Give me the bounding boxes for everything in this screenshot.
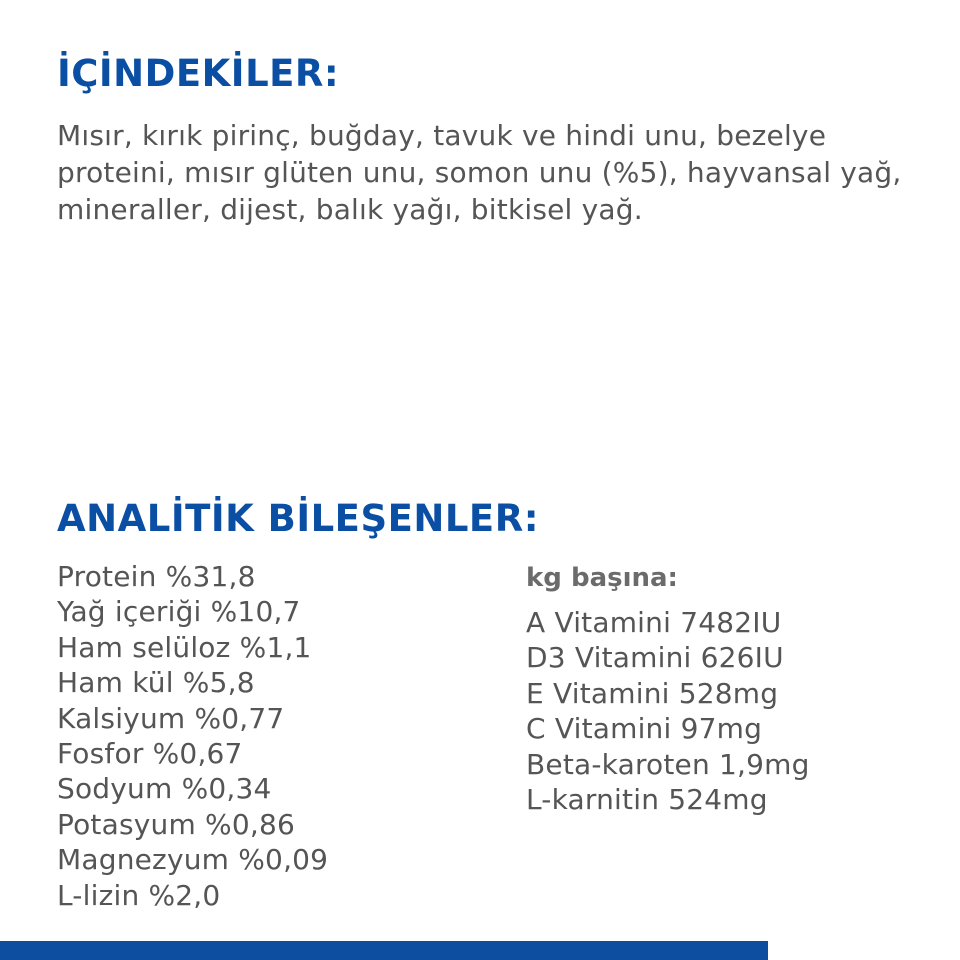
vitamin-item: D3 Vitamini 626IU — [526, 641, 784, 675]
analytic-item: Potasyum %0,86 — [57, 807, 295, 841]
analytic-item: Protein %31,8 — [57, 560, 256, 593]
vitamin-item: C Vitamini 97mg — [526, 712, 763, 746]
analytic-item: Yağ içeriği %10,7 — [57, 595, 301, 629]
analytic-item: Ham selüloz %1,1 — [57, 630, 312, 664]
vitamin-item: L-karnitin 524mg — [526, 783, 768, 817]
per-kg-vitamin-list — [526, 605, 810, 817]
analytic-components-heading: ANALİTİK BİLEŞENLER: — [57, 497, 539, 540]
analytic-item: Ham kül %5,8 — [57, 666, 255, 700]
bottom-accent-bar — [0, 941, 768, 960]
vitamin-item: A Vitamini 7482IU — [526, 606, 782, 639]
analytic-item: Sodyum %0,34 — [57, 772, 272, 806]
vitamin-item: E Vitamini 528mg — [526, 676, 779, 710]
analytic-item: L-lizin %2,0 — [57, 878, 221, 912]
per-kg-subheading: kg başına: — [526, 563, 678, 593]
analytic-item: Kalsiyum %0,77 — [57, 701, 285, 735]
analytic-item: Magnezyum %0,09 — [57, 843, 329, 877]
vitamin-item: Beta-karoten 1,9mg — [526, 747, 810, 781]
analytic-components-list — [57, 559, 328, 913]
ingredients-heading: İÇİNDEKİLER: — [57, 52, 340, 95]
ingredients-text: Mısır, kırık pirinç, buğday, tavuk ve hindi unu, bezelye proteini, mısır glüten unu, somon unu (%5), hayvansal yağ, mineraller, dijest, balık yağı, bitkisel yağ. — [57, 119, 902, 226]
analytic-item: Fosfor %0,67 — [57, 737, 243, 771]
